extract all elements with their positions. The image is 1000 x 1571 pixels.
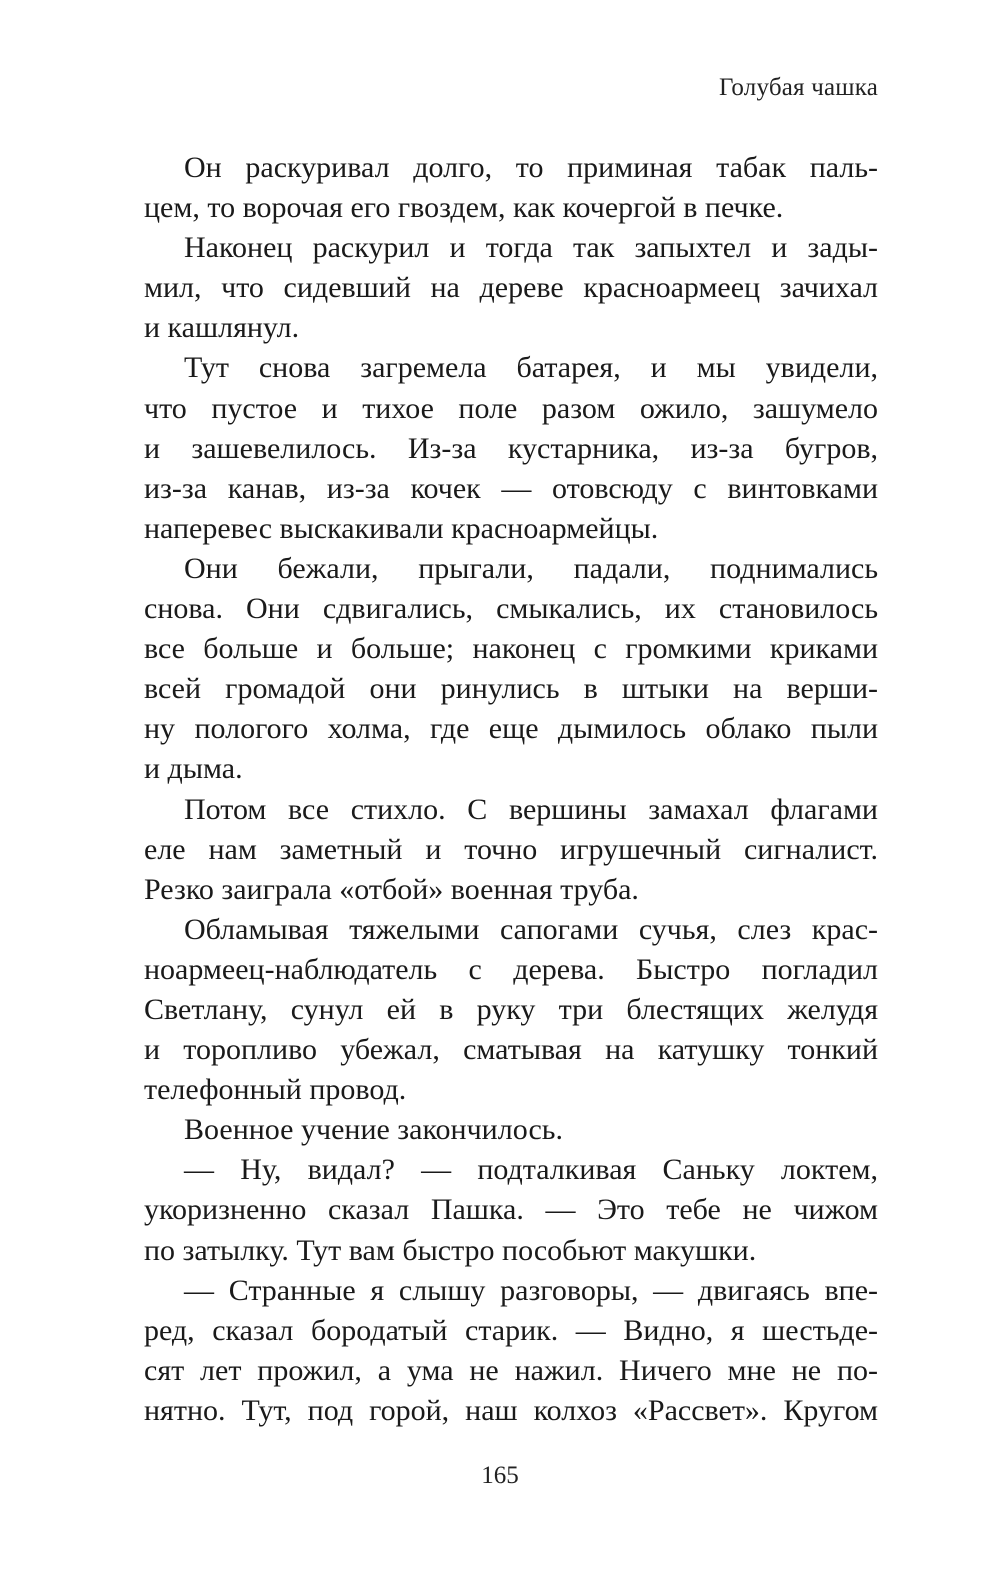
text-line: Потом все стихло. С вершины замахал флагами bbox=[184, 792, 878, 826]
text-line: и торопливо убежал, сматывая на катушку тонкий bbox=[144, 1033, 878, 1067]
text-line: что пустое и тихое поле разом ожило, зашумело bbox=[144, 391, 878, 425]
text-line: Резко заиграла «отбой» военная труба. bbox=[144, 872, 639, 906]
text-line: ноармеец-наблюдатель с дерева. Быстро погладил bbox=[144, 952, 878, 986]
text-line: из-за канав, из-за кочек — отовсюду с винтовками bbox=[144, 471, 878, 505]
text-line: Тут снова загремела батарея, и мы увидели, bbox=[184, 351, 878, 385]
text-line: наперевес выскакивали красноармейцы. bbox=[144, 511, 659, 545]
text-line: телефонный провод. bbox=[144, 1073, 407, 1107]
text-line: сят лет прожил, а ума не нажил. Ничего мне не по- bbox=[144, 1353, 878, 1387]
text-line: снова. Они сдвигались, смыкались, их становилось bbox=[144, 592, 878, 626]
text-line: Они бежали, прыгали, падали, поднимались bbox=[184, 551, 878, 585]
text-line: Обламывая тяжелыми сапогами сучья, слез крас- bbox=[184, 912, 878, 946]
text-line: Светлану, сунул ей в руку три блестящих желудя bbox=[144, 992, 878, 1026]
text-line: — Странные я слышу разговоры, — двигаясь впе- bbox=[184, 1273, 878, 1307]
text-line: нятно. Тут, под горой, наш колхоз «Рассвет». Кругом bbox=[144, 1393, 878, 1427]
text-line: и дыма. bbox=[144, 752, 243, 786]
body-text bbox=[144, 148, 878, 1431]
text-line: и кашлянул. bbox=[144, 311, 300, 345]
text-line: Он раскуривал долго, то приминая табак паль- bbox=[184, 151, 878, 184]
text-line: Наконец раскурил и тогда так запыхтел и зады- bbox=[184, 231, 878, 265]
running-title: Голубая чашка bbox=[718, 74, 878, 101]
text-line: цем, то ворочая его гвоздем, как кочергой в печке. bbox=[144, 191, 784, 225]
text-line: по затылку. Тут вам быстро пособьют макушки. bbox=[144, 1233, 757, 1267]
text-line: все больше и больше; наконец с громкими криками bbox=[144, 632, 878, 666]
text-line: Военное учение закончилось. bbox=[184, 1113, 563, 1147]
text-line: ну пологого холма, где еще дымилось облако пыли bbox=[144, 712, 878, 746]
text-line: еле нам заметный и точно игрушечный сигналист. bbox=[144, 832, 878, 866]
page-number: 165 bbox=[481, 1462, 519, 1489]
text-line: ред, сказал бородатый старик. — Видно, я шестьде- bbox=[144, 1313, 878, 1347]
text-line: мил, что сидевший на дереве красноармеец зачихал bbox=[144, 271, 878, 305]
text-line: укоризненно сказал Пашка. — Это тебе не чижом bbox=[144, 1193, 878, 1227]
text-line: и зашевелилось. Из-за кустарника, из-за бугров, bbox=[144, 431, 878, 465]
text-line: всей громадой они ринулись в штыки на верши- bbox=[144, 672, 878, 706]
text-line: — Ну, видал? — подталкивая Саньку локтем, bbox=[184, 1153, 878, 1187]
